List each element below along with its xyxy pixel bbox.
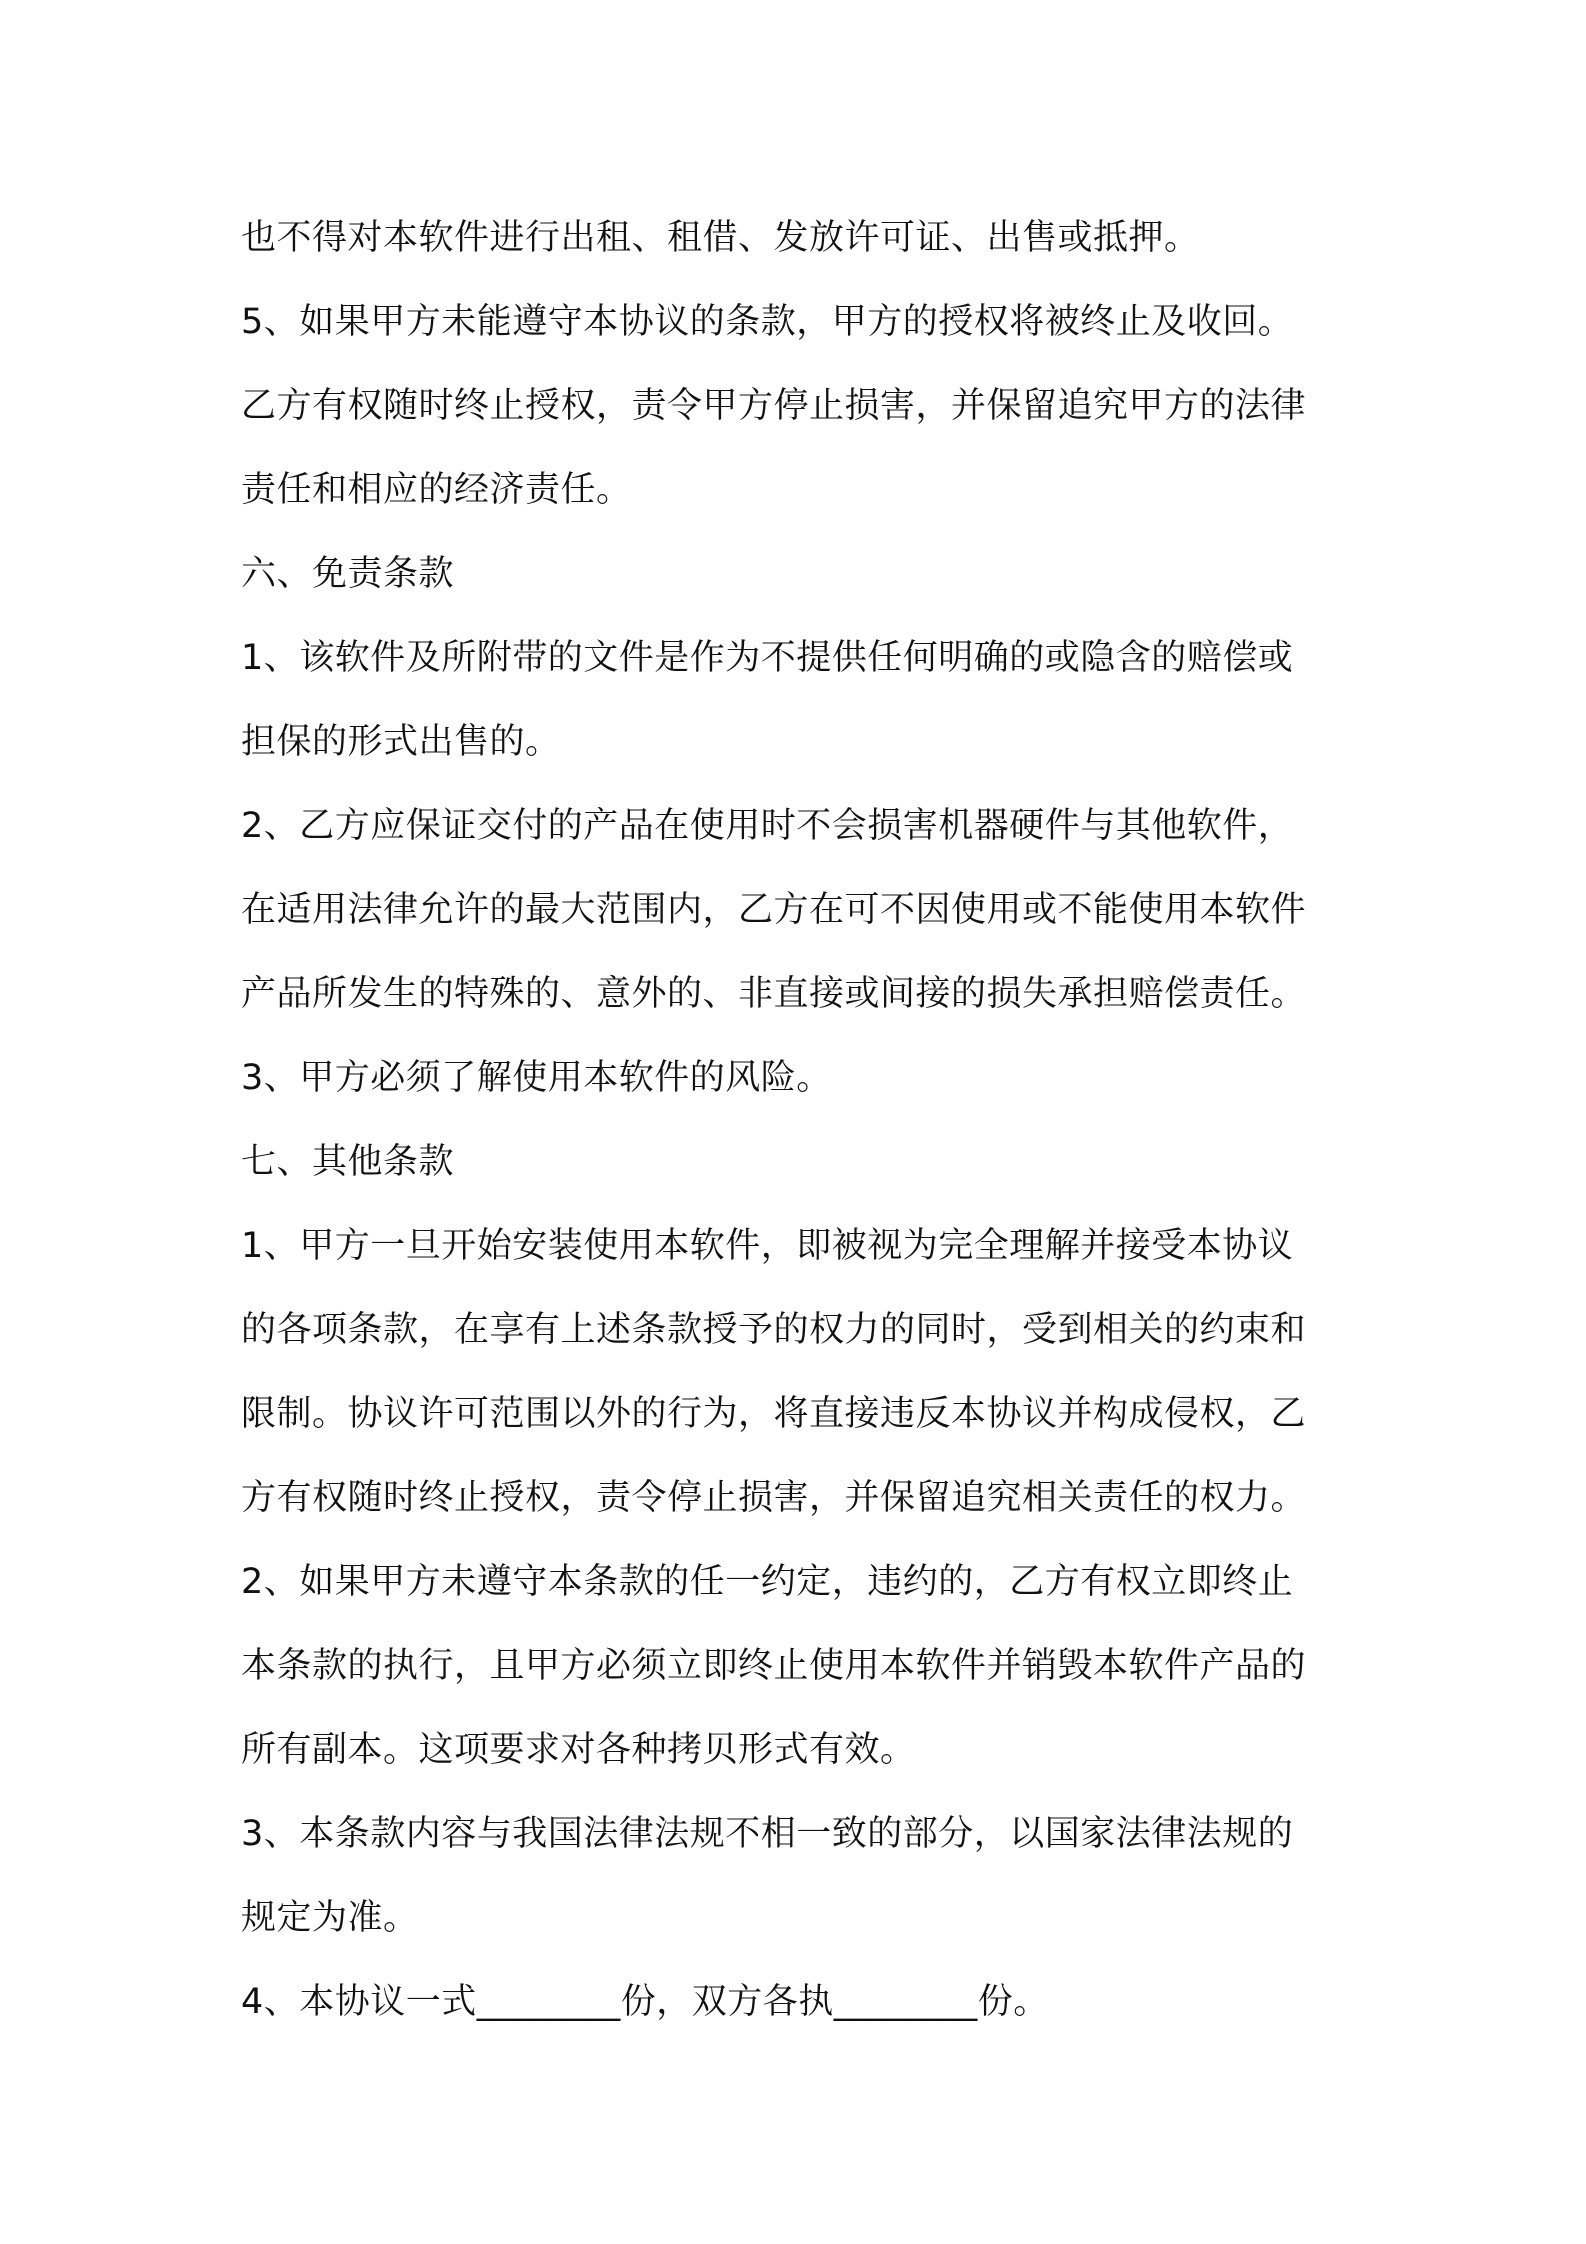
- text-line: 在适用法律允许的最大范围内，乙方在可不因使用或不能使用本软件: [241, 890, 1307, 930]
- clause-item: 1、甲方一旦开始安装使用本软件，即被视为完全理解并接受本协议: [241, 1226, 1294, 1266]
- text-line: 产品所发生的特殊的、意外的、非直接或间接的损失承担赔偿责任。: [241, 974, 1307, 1014]
- clause-item: 3、甲方必须了解使用本软件的风险。: [241, 1058, 832, 1098]
- clause-item: 1、该软件及所附带的文件是作为不提供任何明确的或隐含的赔偿或: [241, 638, 1294, 678]
- clause-item: 3、本条款内容与我国法律法规不相一致的部分，以国家法律法规的: [241, 1814, 1294, 1854]
- text-line: 本条款的执行，且甲方必须立即终止使用本软件并销毁本软件产品的: [241, 1646, 1307, 1686]
- clause-item: 2、乙方应保证交付的产品在使用时不会损害机器硬件与其他软件，: [241, 806, 1294, 846]
- text-line: 限制。协议许可范围以外的行为，将直接违反本协议并构成侵权，乙: [241, 1394, 1307, 1434]
- clause-item: 2、如果甲方未遵守本条款的任一约定，违约的，乙方有权立即终止: [241, 1562, 1294, 1602]
- text-line: 所有副本。这项要求对各种拷贝形式有效。: [241, 1730, 916, 1770]
- section-heading: 六、免责条款: [241, 554, 455, 594]
- text-line: 方有权随时终止授权，责令停止损害，并保留追究相关责任的权力。: [241, 1478, 1307, 1518]
- text-line: 责任和相应的经济责任。: [241, 470, 632, 510]
- section-heading: 七、其他条款: [241, 1142, 455, 1182]
- text-line: 的各项条款，在享有上述条款授予的权力的同时，受到相关的约束和: [241, 1310, 1307, 1350]
- text-line: 也不得对本软件进行出租、租借、发放许可证、出售或抵押。: [241, 218, 1200, 258]
- text-line: 担保的形式出售的。: [241, 722, 561, 762]
- text-line: 规定为准。: [241, 1898, 419, 1938]
- clause-item: 4、本协议一式________份，双方各执________份。: [241, 1982, 1049, 2022]
- text-line: 乙方有权随时终止授权，责令甲方停止损害，并保留追究甲方的法律: [241, 386, 1307, 426]
- clause-item: 5、如果甲方未能遵守本协议的条款，甲方的授权将被终止及收回。: [241, 302, 1294, 342]
- document-body: [241, 196, 1361, 2044]
